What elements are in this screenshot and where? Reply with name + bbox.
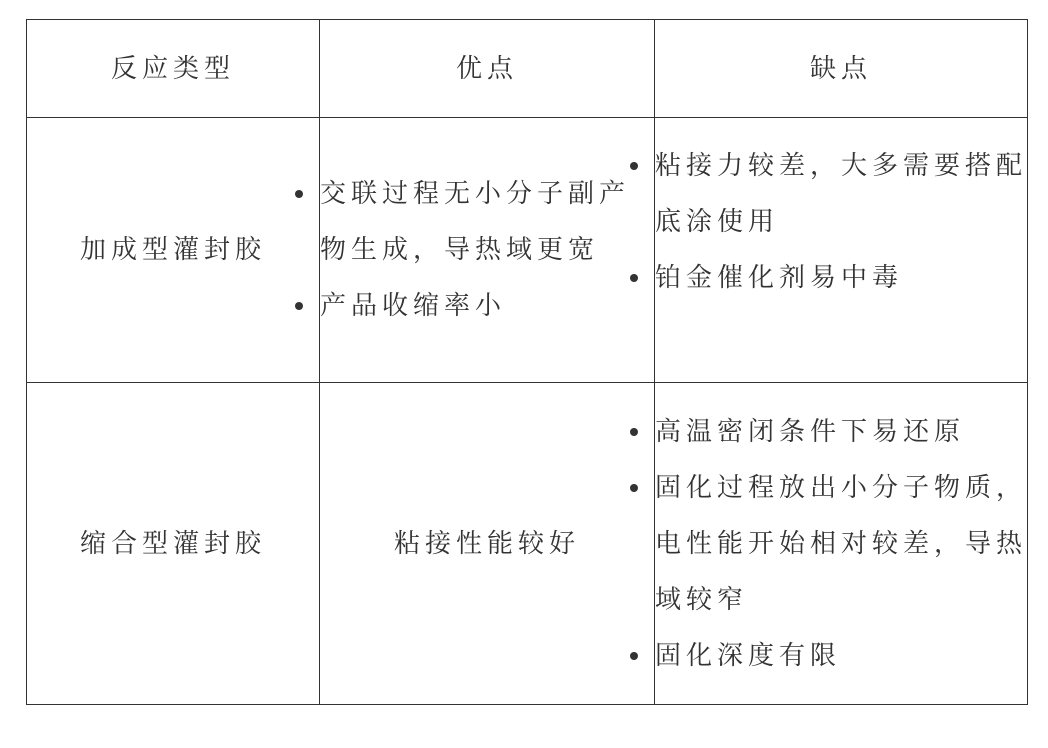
pros-cell: 粘接性能较好	[320, 383, 655, 705]
header-row	[27, 20, 1028, 118]
comparison-table	[26, 19, 1028, 705]
pros-cell	[320, 118, 655, 383]
header-type: 反应类型	[27, 20, 320, 118]
list-item: 高温密闭条件下易还原	[655, 404, 1027, 460]
list-item: 粘接力较差，大多需要搭配底涂使用	[655, 138, 1027, 250]
cons-list	[655, 138, 1027, 306]
list-item: 固化过程放出小分子物质，电性能开始相对较差，导热域较窄	[655, 460, 1027, 628]
pros-list	[320, 166, 654, 334]
list-item: 铂金催化剂易中毒	[655, 250, 1027, 306]
cons-cell	[655, 383, 1028, 705]
row-type-cell: 缩合型灌封胶	[27, 383, 320, 705]
cons-list	[655, 404, 1027, 684]
cons-cell	[655, 118, 1028, 383]
list-item: 交联过程无小分子副产物生成，导热域更宽	[320, 166, 654, 278]
row-type-cell: 加成型灌封胶	[27, 118, 320, 383]
table-row	[27, 383, 1028, 705]
table-row	[27, 118, 1028, 383]
list-item: 产品收缩率小	[320, 278, 654, 334]
list-item: 固化深度有限	[655, 628, 1027, 684]
header-pros: 优点	[320, 20, 655, 118]
header-cons: 缺点	[655, 20, 1028, 118]
